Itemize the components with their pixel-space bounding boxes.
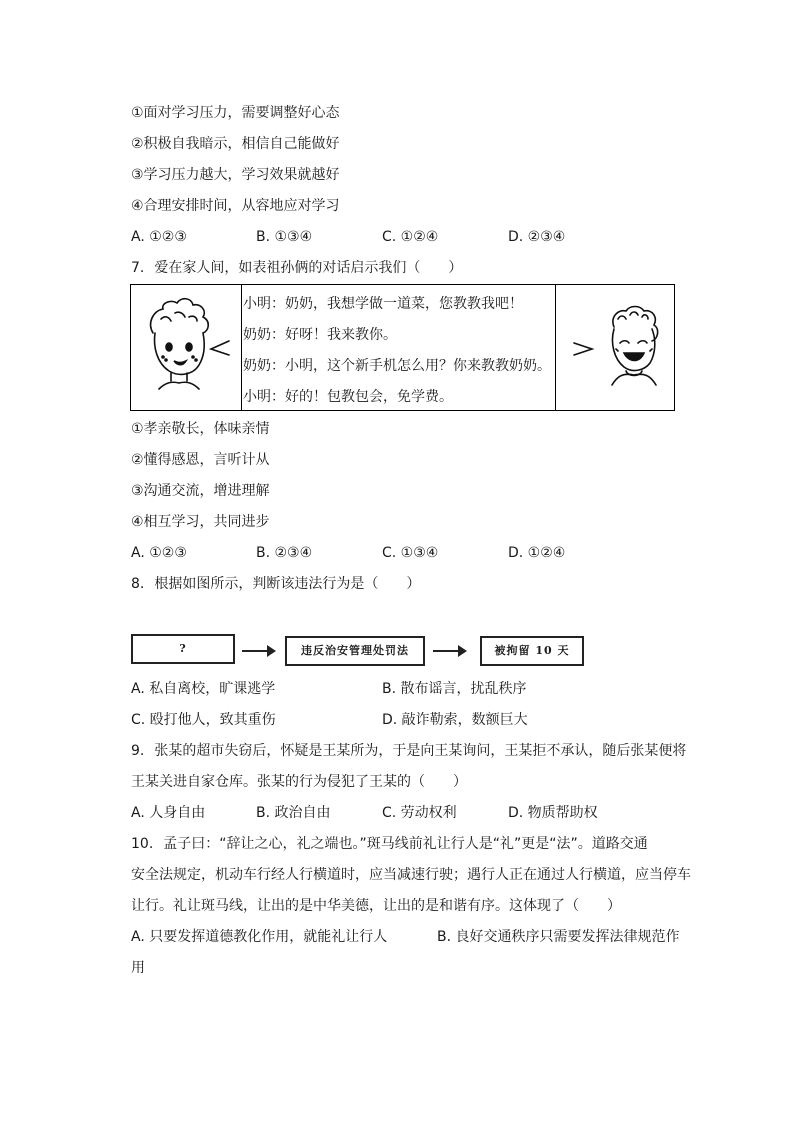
- dialogue-line-3: 奶奶：小明，这个新手机怎么用？你来教教奶奶。: [243, 358, 551, 374]
- dialogue-table: [130, 284, 675, 411]
- dialogue-text: [243, 289, 551, 413]
- q8-number: 8.: [131, 576, 145, 592]
- dialogue-line-4: 小明：好的！包教包会，免学费。: [243, 389, 453, 405]
- q9-question: [131, 741, 686, 761]
- flow-arrow-2: [433, 650, 465, 652]
- q6-item-2: ②积极自我暗示，相信自己能做好: [131, 136, 340, 152]
- q10-stem-line-1: 孟子曰：“辞让之心，礼之端也。”斑马线前礼让行人是“礼”更是“法”。道路交通: [163, 836, 648, 852]
- q7-item-4: ④相互学习，共同进步: [131, 514, 270, 530]
- q7-item-3: ③沟通交流，增进理解: [131, 483, 270, 499]
- q6-item-1: ①面对学习压力，需要调整好心态: [131, 105, 340, 121]
- q9-option-d[interactable]: D. 物质帮助权: [508, 805, 598, 821]
- q6-item-4: ④合理安排时间，从容地应对学习: [131, 198, 340, 214]
- q7-question: [131, 258, 462, 278]
- dialogue-line-1: 小明：奶奶，我想学做一道菜，您教教我吧！: [243, 296, 523, 312]
- q10-option-b[interactable]: B. 良好交通秩序只需要发挥法律规范作: [437, 929, 680, 945]
- q10-stem-line-3: 让行。礼让斑马线，让出的是中华美德，让出的是和谐有序。这体现了（ ）: [131, 898, 621, 914]
- boy-face-icon: [131, 285, 241, 410]
- q9-option-b[interactable]: B. 政治自由: [256, 805, 331, 821]
- grandma-illustration: [555, 285, 674, 410]
- q9-stem-line-1: 张某的超市失窃后，怀疑是王某所为，于是向王某询问，王某拒不承认，随后张某便将: [154, 743, 687, 759]
- boy-illustration: [131, 285, 242, 410]
- q9-stem-line-2: 王某关进自家仓库。张某的行为侵犯了王某的（ ）: [131, 774, 467, 790]
- q7-number: 7.: [131, 260, 145, 276]
- q10-question: [131, 834, 648, 854]
- dialogue-line-2: 奶奶：好呀！我来教你。: [243, 327, 397, 343]
- grandma-face-icon: [556, 285, 674, 410]
- q8-option-c[interactable]: C. 殴打他人，致其重伤: [131, 712, 276, 728]
- q7-option-d[interactable]: D. ①②④: [508, 545, 566, 561]
- q8-question: [131, 574, 420, 594]
- q6-option-a[interactable]: A. ①②③: [131, 229, 187, 245]
- q9-number: 9.: [131, 743, 145, 759]
- q9-option-a[interactable]: A. 人身自由: [131, 805, 206, 821]
- q7-item-2: ②懂得感恩，言听计从: [131, 452, 270, 468]
- q7-stem: 爱在家人间，如表祖孙俩的对话启示我们（ ）: [154, 260, 463, 276]
- q10-option-b-wrap: 用: [131, 960, 145, 976]
- q6-option-c[interactable]: C. ①②④: [382, 229, 439, 245]
- q7-option-c[interactable]: C. ①③④: [382, 545, 439, 561]
- q7-item-1: ①孝亲敬长，体味亲情: [131, 421, 270, 437]
- q9-option-c[interactable]: C. 劳动权利: [382, 805, 457, 821]
- q10-number: 10.: [131, 836, 154, 852]
- q8-option-b[interactable]: B. 散布谣言，扰乱秩序: [382, 681, 527, 697]
- flow-box-unknown: ?: [131, 634, 235, 664]
- q7-option-b[interactable]: B. ②③④: [256, 545, 313, 561]
- q10-stem-line-2: 安全法规定，机动车行经人行横道时，应当减速行驶；遇行人正在通过人行横道，应当停车: [131, 867, 691, 883]
- q8-stem: 根据如图所示，判断该违法行为是（ ）: [154, 576, 421, 592]
- q10-option-a[interactable]: A. 只要发挥道德教化作用，就能礼让行人: [131, 929, 388, 945]
- q7-option-a[interactable]: A. ①②③: [131, 545, 187, 561]
- q8-option-a[interactable]: A. 私自离校，旷课逃学: [131, 681, 276, 697]
- flow-box-law: 违反治安管理处罚法: [285, 636, 425, 666]
- q8-option-d[interactable]: D. 敲诈勒索，数额巨大: [382, 712, 528, 728]
- flow-box-detention: 被拘留 10 天: [480, 636, 584, 666]
- q6-item-3: ③学习压力越大，学习效果就越好: [131, 167, 340, 183]
- flow-arrow-1: [242, 650, 274, 652]
- q6-option-d[interactable]: D. ②③④: [508, 229, 566, 245]
- q6-option-b[interactable]: B. ①③④: [256, 229, 313, 245]
